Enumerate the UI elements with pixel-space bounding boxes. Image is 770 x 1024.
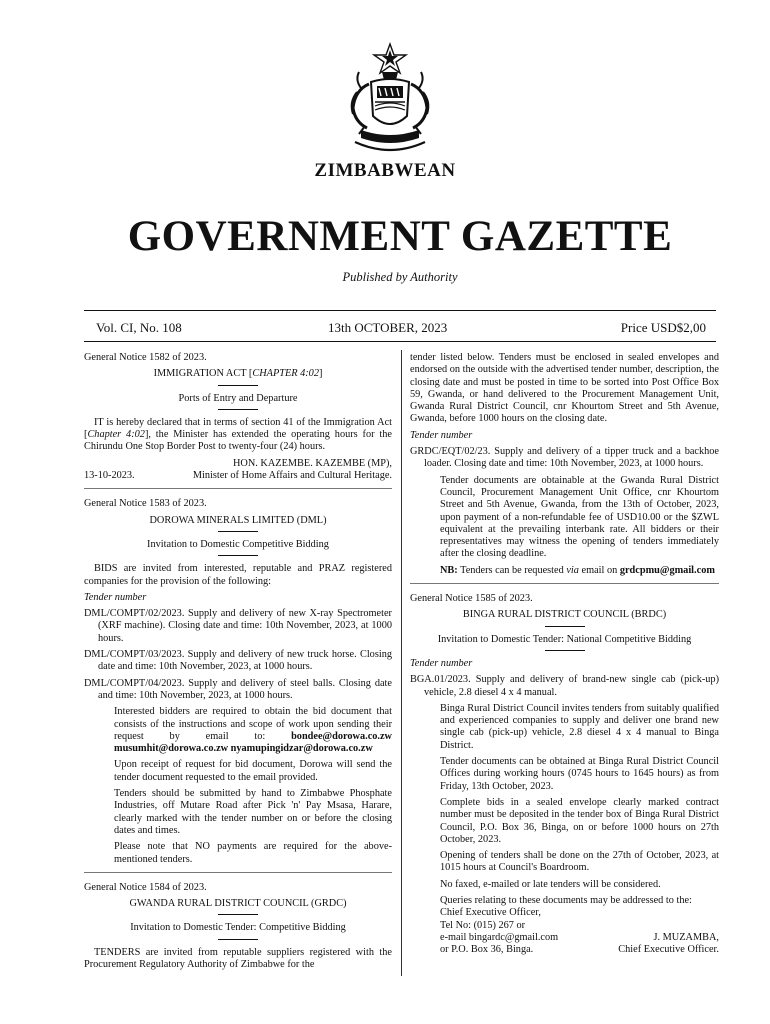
coat-of-arms-icon [335,42,445,160]
signatory-role: Minister of Home Affairs and Cultural Heritage. [192,470,392,482]
notice-heading: General Notice 1582 of 2023. [84,352,207,363]
tender-item: BGA.01/2023. Supply and delivery of brand-new single cab (pick-up) vehicle, 2.8 diesel 4 x 4 manual. [410,674,719,698]
short-rule [545,626,585,627]
body-chapter: Chapter 4:02 [87,429,145,441]
tender-item: DML/COMPT/04/2023. Supply and delivery of steel balls. Closing date and time: 10th November, 2023, at 1000 hours. [84,677,392,701]
email-addresses: bondee@dorowa.co.zw musumhit@dorowa.co.zw nyamupingidzar@dorowa.co.zw [114,730,392,755]
contact-signature-block [410,907,719,956]
issue-date: 13th OCTOBER, 2023 [328,320,448,335]
notice-continuation: tender listed below. Tenders must be enclosed in sealed envelopes and endorsed on the outside with the advertised tender number, description, the closing date and must be posted in time to be sorted into Post Office Box 59, Gwanda, or hand delivered to the Procurement Management Unit, Gwanda Rural District Council, cnr Khourtom Street and 5th Avenue, Gwanda, before 1000 hours on the closing date. [410,352,719,425]
act-title-post: ] [318,368,323,380]
masthead-top-rule [84,310,716,311]
notice-date: 13-10-2023. [84,470,135,482]
notice-paragraph: No faxed, e-mailed or late tenders will be considered. [440,878,661,890]
email-intro: Interested bidders are required to obtain the bid document that consists of the instructions and scope of work upon sending their request by email to: [114,706,392,742]
issue-price: Price USD$2,00 [620,320,706,335]
tender-item: GRDC/EQT/02/23. Supply and delivery of a tipper truck and a backhoe loader. Closing date and time: 10th November, 2023, at 1000 hours. [410,446,719,470]
notice-intro: TENDERS are invited from reputable suppliers registered with the Procurement Regulatory Authority of Zimbabwe for the [84,946,392,970]
nb-email: grdcpmu@gmail.com [619,564,715,576]
body-pre: IT is hereby declared that in terms of section 41 of the Immigration Act [ [84,416,392,441]
notice-paragraph: Please note that NO payments are required for the above-mentioned tenders. [114,841,392,865]
tender-number-label: Tender number [410,429,473,441]
notice-paragraph: Tender documents can be obtained at Binga Rural District Council Offices during working hours (0745 hours to 1645 hours) as from Friday, 13th October, 2023. [440,756,719,792]
nb-via: via [566,564,579,576]
signatory-role: Chief Executive Officer. [618,944,719,956]
short-rule [218,914,258,915]
notice-paragraph: Binga Rural District Council invites tenders from suitably qualified and experienced companies to supply and deliver one brand new single cab (pick-up) vehicle, 2.8 diesel 4 x 4 manual to Binga District. [440,702,719,751]
notice-1585 [410,593,719,956]
organisation-name: GWANDA RURAL DISTRICT COUNCIL (GRDC) [129,898,347,910]
notice-subject: Invitation to Domestic Competitive Bidding [147,538,329,550]
notice-paragraph: Tender documents are obtainable at the Gwanda Rural District Council, Procurement Management Unit Office, cnr Khourtom Street and 5th Avenue, Gwanda, from the 13th of October, 2023, upon payment of a non-refundable fee of USD10.00 or the $ZWL equivalent at the prevailing interbank rate. All bidders or their representatives may witness the opening of tenders immediately after the closing deadline. [440,474,719,560]
notice-1583 [84,498,392,865]
notice-subject: Invitation to Domestic Tender: Competitive Bidding [130,922,346,934]
short-rule [218,939,258,940]
short-rule [218,385,258,386]
country-name: ZIMBABWEAN [314,160,456,181]
signatory-name: J. MUZAMBA, [653,931,719,943]
nb-text: email on [578,564,620,576]
signature-block [84,470,392,482]
notice-paragraph: Opening of tenders shall be done on the 27th of October, 2023, at 1015 hours at Council's Boardroom. [440,850,719,874]
notice-1582 [84,352,392,482]
short-rule [545,650,585,651]
notice-paragraph: Queries relating to these documents may be addressed to the: [440,894,692,906]
contact-line: e-mail bingardc@gmail.com [440,931,559,943]
notice-heading: General Notice 1585 of 2023. [410,593,533,605]
notice-separator [84,872,392,873]
contact-details [440,907,558,956]
contact-line: or P.O. Box 36, Binga. [440,944,534,956]
act-chapter: CHAPTER 4:02 [252,368,319,380]
notice-intro: BIDS are invited from interested, reputable and PRAZ registered companies for the provision of the following: [84,563,392,587]
contact-line: Tel No: (015) 267 or [440,919,526,931]
signatory-name: HON. KAZEMBE. KAZEMBE (MP), [232,457,392,469]
right-column [410,352,719,959]
short-rule [218,531,258,532]
email-instructions [84,706,392,755]
notice-subject: Invitation to Domestic Tender: National Competitive Bidding [437,633,692,645]
published-by-line: Published by Authority [342,270,458,284]
notice-body [84,417,392,454]
masthead-bottom-rule [84,341,716,342]
nb-text: Tenders can be requested [457,564,567,576]
organisation-name: DOROWA MINERALS LIMITED (DML) [149,514,327,526]
short-rule [218,555,258,556]
tender-item: DML/COMPT/02/2023. Supply and delivery of new X-ray Spectrometer (XRF machine). Closing date and time: 10th November, 2023, at 1000 hours. [84,608,392,644]
act-title [84,368,392,380]
short-rule [218,409,258,410]
notice-separator [84,488,392,489]
signatory [618,932,719,957]
tender-item: DML/COMPT/03/2023. Supply and delivery of new truck horse. Closing date and time: 10th November, 2023, at 1000 hours. [84,649,392,673]
gazette-title: GOVERNMENT GAZETTE [127,213,673,260]
notice-paragraph: Tenders should be submitted by hand to Zimbabwe Phosphate Industries, off Mutare Road after Pick 'n' Pay Msasa, Harare, clearly marked with the tender number on or before the closing dates and times. [114,788,392,836]
issue-volume: Vol. CI, No. 108 [96,320,182,335]
notice-1584 [84,882,392,971]
nb-label: NB: [440,564,458,576]
notice-heading: General Notice 1584 of 2023. [84,881,207,893]
tender-number-label: Tender number [410,657,473,669]
notice-separator [410,583,719,584]
body-post: ], the Minister has extended the operating hours for the Chirundu One Stop Border Post to twenty-four (24) hours. [84,429,393,453]
notice-1584-continued [410,352,719,577]
left-column [84,352,392,971]
notice-paragraph: Upon receipt of request for bid document, Dorowa will send the tender document requested to the email provided. [114,759,392,783]
column-divider [401,350,402,976]
act-title-pre: IMMIGRATION ACT [ [153,368,253,380]
organisation-name: BINGA RURAL DISTRICT COUNCIL (BRDC) [462,609,667,621]
notice-heading: General Notice 1583 of 2023. [84,498,207,510]
tender-number-label: Tender number [84,591,147,603]
notice-paragraph: Complete bids in a sealed envelope clearly marked contract number must be deposited in the tender box of Binga Rural District Council, P.O. Box 36, Binga, on or before 1000 hours on 27th October, 2023. [440,796,719,845]
nb-note [410,565,719,577]
notice-subject: Ports of Entry and Departure [178,392,298,404]
contact-line: Chief Executive Officer, [440,907,541,919]
